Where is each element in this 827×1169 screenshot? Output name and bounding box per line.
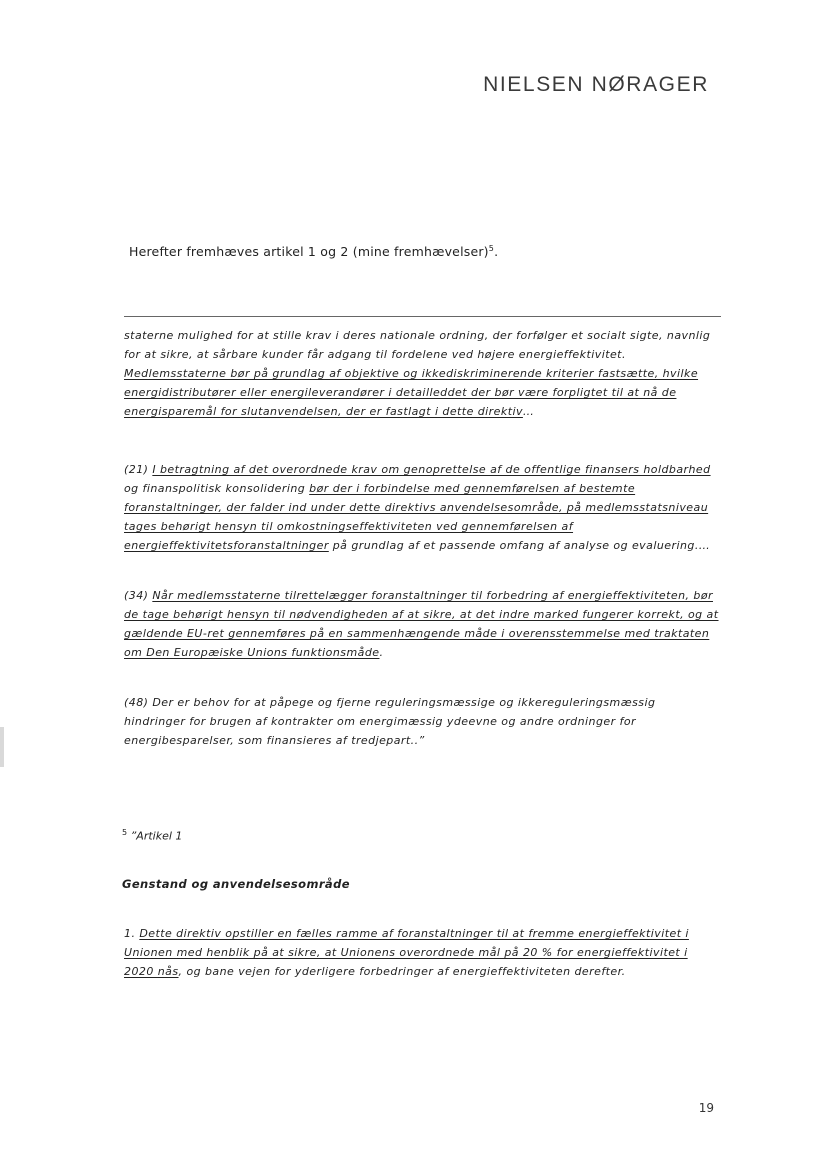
emphasized-text: Når medlemsstaterne tilrettelægger foranstaltninger til forbedring af energieffektiviteten, bør de tage behørigt hensyn til nødvendigheden af at sikre, at det indre marked fungerer korrekt, og at gældende EU-ret gennemføres på en sammenhængende måde i overensstemmelse med traktaten om Den Europæiske Unions funktionsmåde: [124, 589, 719, 659]
intro-sentence: [129, 244, 498, 259]
footnote: [122, 828, 182, 843]
article-heading: Genstand og anvendelsesområde: [122, 877, 350, 891]
quote-paragraph: [124, 586, 720, 662]
company-logo-text: NIELSEN NØRAGER: [483, 73, 709, 96]
emphasized-text: I betragtning af det overordnede krav om genoprettelse af de offentlige finansers holdbarhed: [152, 463, 711, 476]
quote-paragraph: [124, 693, 720, 750]
emphasized-text: bør der i forbindelse med gennemførelsen af bestemte foranstaltninger, der falder ind under dette direktivs anvendelsesområde, på medlemsstatsniveau tages behørigt hensyn til omkostningseffektiviteten ved gennemførelsen af energieffektivitetsforanstaltninger: [124, 482, 709, 552]
emphasized-text: Medlemsstaterne bør på grundlag af objektive og ikkediskriminerende kriterier fastsætte, hvilke energidistributører eller energileverandører i detailleddet der bør være forpligtet til at nå de energisparemål for slutanvendelsen, der er fastlagt i dette direktiv: [124, 367, 699, 418]
quote-text: og finanspolitisk konsolidering: [124, 482, 310, 495]
quote-text: (21): [124, 463, 153, 476]
footnote-text: ”Artikel 1: [127, 829, 183, 843]
quote-text: staterne mulighed for at stille krav i deres nationale ordning, der forfølger et socialt sigte, navnlig for at sikre, at sårbare kunder får adgang til fordelene ved højere energieffektivitet.: [124, 329, 711, 361]
scan-artifact: [0, 727, 4, 767]
emphasized-text: Dette direktiv opstiller en fælles ramme af foranstaltninger til at fremme energieffektivitet i Unionen med henblik på at sikre, at Unionens overordnede mål på 20 % for energieffektivitet i 2020 nås: [124, 927, 689, 978]
quote-text: , og bane vejen for yderligere forbedringer af energieffektiviteten derefter.: [178, 965, 626, 978]
footnote-number: 5: [122, 828, 128, 837]
quote-text: …: [522, 405, 535, 418]
quote-divider: [124, 316, 721, 317]
intro-end: .: [494, 244, 499, 260]
article-paragraph: [124, 924, 720, 981]
quote-text: .: [379, 646, 384, 659]
page-number: 19: [698, 1101, 714, 1115]
quote-text: 1.: [124, 927, 140, 940]
quote-text: (48) Der er behov for at påpege og fjerne reguleringsmæssige og ikkereguleringsmæssig hindringer for brugen af kontrakter om energimæssig ydeevne og andre ordninger for energibesparelser, som finansieres af tredjepart..”: [124, 696, 656, 747]
intro-text: Herefter fremhæves artikel 1 og 2 (mine fremhævelser): [129, 244, 489, 260]
quote-paragraph: [124, 326, 720, 421]
quote-text: på grundlag af et passende omfang af analyse og evaluering.…: [328, 539, 711, 552]
quote-paragraph: [124, 460, 720, 555]
quote-text: (34): [124, 589, 153, 602]
footnote-ref[interactable]: 5: [488, 244, 495, 253]
